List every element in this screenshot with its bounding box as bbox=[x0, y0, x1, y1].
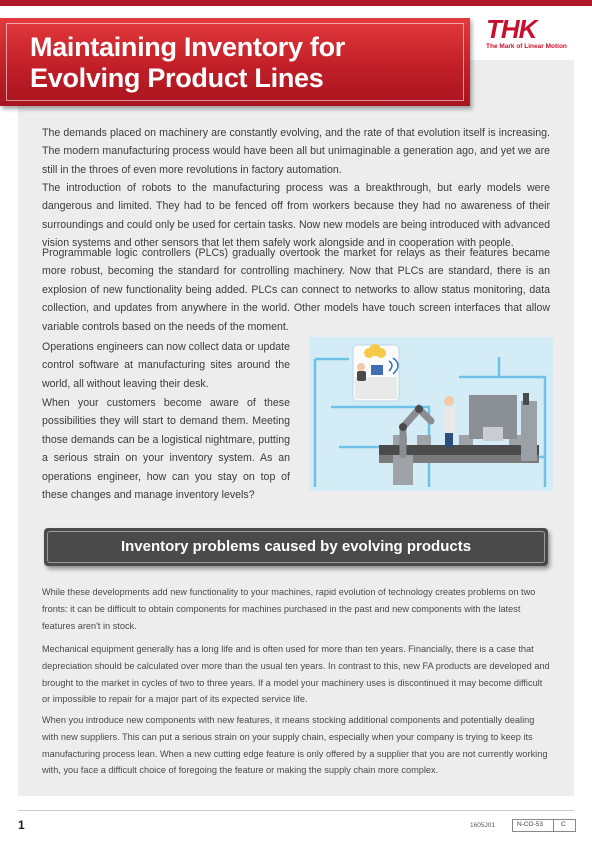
paragraph-5: When your customers become aware of these possibilities they will start to demand them. Meeting those demands can be a logistical nightmare, putting a serious strain on your inventory system. As an operations engineer, how can you stay on top of these changes and manage inventory levels? bbox=[42, 397, 290, 502]
paragraph-4: Operations engineers can now collect data or update control software at manufacturing sites around the world, all without leaving their desk. bbox=[42, 341, 290, 390]
page-title bbox=[30, 32, 460, 94]
footer-divider bbox=[553, 820, 554, 831]
footer-doc-box bbox=[512, 819, 576, 832]
footer-doc-id: N-CO-53 bbox=[517, 821, 544, 828]
factory-automation-illustration bbox=[309, 337, 553, 491]
section-paragraph-2: Mechanical equipment generally has a long life and is often used for more than ten years. Financially, there is a case that depreciation should be calculated over more than the usual ten years. In contrast to this, new FA products are developed and brought to the market in cycles of two to three years. If a model your machinery uses is discontinued it may become difficult or impossible to repair for a major part of its expected service life. bbox=[42, 644, 550, 705]
footer-rule bbox=[18, 810, 574, 811]
logo-mark: THK bbox=[486, 14, 537, 44]
page-title-line2: Evolving Product Lines bbox=[30, 63, 324, 93]
footer-rev: C bbox=[561, 821, 566, 828]
page-number: 1 bbox=[18, 818, 25, 832]
section-header bbox=[44, 528, 548, 566]
section-heading: Inventory problems caused by evolving products bbox=[120, 538, 472, 555]
section-paragraph-1: While these developments add new functionality to your machines, rapid evolution of technology creates problems on two fronts: it can be difficult to obtain components for machines purchased in the past and new components with the latest features aren't in stock. bbox=[42, 587, 536, 631]
paragraph-2: The introduction of robots to the manufacturing process was a breakthrough, but early models were dangerous and limited. They had to be fenced off from workers because they had no awareness of their surroundings and could only be used for certain tasks. Now new models are being introduced with advanced vision systems and other sensors that let them safely work alongside and in cooperation with people. bbox=[42, 182, 550, 250]
thk-logo bbox=[486, 16, 572, 52]
paragraph-3: Programmable logic controllers (PLCs) gradually overtook the market for relays as their features became more robust, becoming the standard for controlling machinery. Now that PLCs are standard, there is an explosion of new functionality being added. PLCs can connect to networks to allow status monitoring, data collection, and updates from anywhere in the world. Other models have touch screen interfaces that allow variable controls based on the needs of the moment. bbox=[42, 247, 550, 333]
top-accent-bar bbox=[0, 0, 592, 6]
page-title-line1: Maintaining Inventory for bbox=[30, 32, 346, 62]
logo-tagline: The Mark of Linear Motion bbox=[486, 43, 567, 50]
title-banner bbox=[0, 18, 470, 106]
paragraph-1: The demands placed on machinery are constantly evolving, and the rate of that evolution itself is increasing. The modern manufacturing process would have been all but unimaginable a generation ago, and yet we are still in the throes of even more revolutions in factory automation. bbox=[42, 127, 550, 176]
footer-code: 1605J01 bbox=[470, 822, 495, 829]
section-paragraph-3: When you introduce new components with new features, it means stocking additional components and potentially dealing with new suppliers. This can put a serious strain on your supply chain, especially when your company is trying to keep its manufacturing process lean. When a new cutting edge feature is only offered by a supplier that you are not currently working with, you face a difficult choice of foregoing the feature or making the supply chain more complex. bbox=[42, 715, 548, 776]
